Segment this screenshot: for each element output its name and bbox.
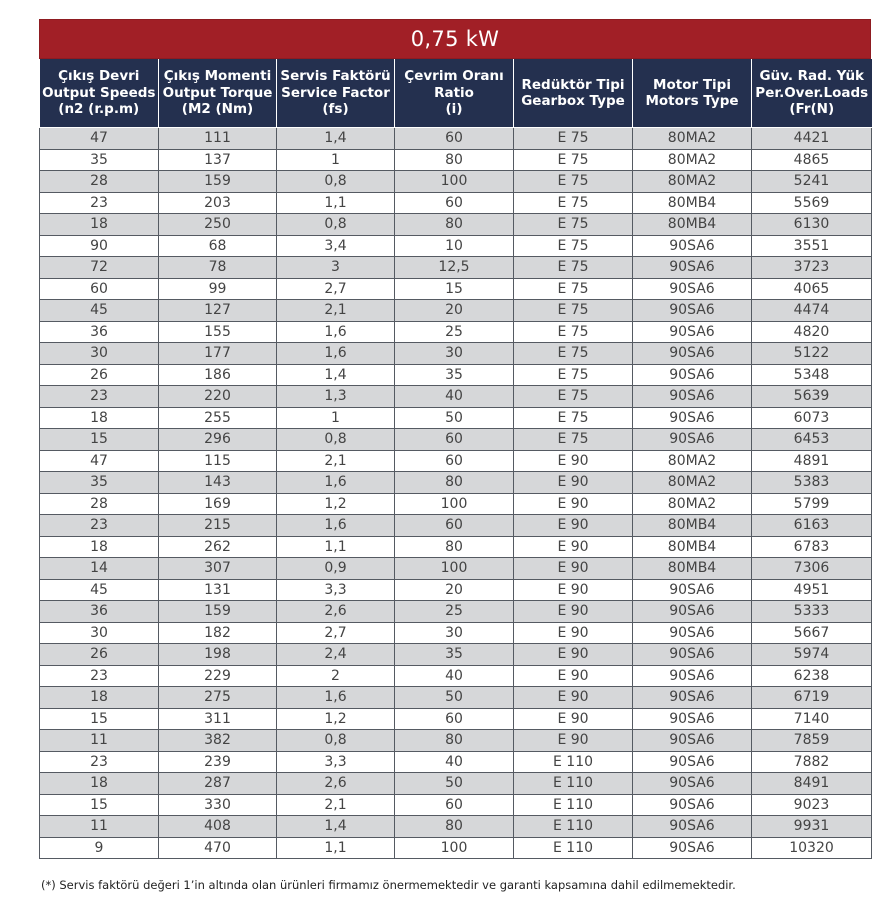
cell-output-speed: 18 bbox=[40, 687, 159, 709]
cell-output-torque: 115 bbox=[159, 450, 277, 472]
cell-overhung-load: 7882 bbox=[752, 751, 872, 773]
cell-service-factor: 2,1 bbox=[277, 450, 395, 472]
header-overhung-load: Güv. Rad. Yük Per.Over.Loads (Fr(N) bbox=[752, 59, 872, 128]
cell-motor-type: 90SA6 bbox=[633, 730, 752, 752]
cell-output-speed: 72 bbox=[40, 257, 159, 279]
cell-ratio: 80 bbox=[395, 214, 514, 236]
cell-overhung-load: 5799 bbox=[752, 493, 872, 515]
cell-output-torque: 382 bbox=[159, 730, 277, 752]
cell-motor-type: 90SA6 bbox=[633, 794, 752, 816]
table-row bbox=[40, 386, 872, 408]
table-row bbox=[40, 816, 872, 838]
cell-ratio: 20 bbox=[395, 300, 514, 322]
cell-ratio: 20 bbox=[395, 579, 514, 601]
table-row bbox=[40, 429, 872, 451]
cell-output-torque: 169 bbox=[159, 493, 277, 515]
cell-ratio: 60 bbox=[395, 128, 514, 150]
cell-gearbox-type: E 110 bbox=[514, 816, 633, 838]
cell-output-speed: 60 bbox=[40, 278, 159, 300]
cell-motor-type: 80MA2 bbox=[633, 472, 752, 494]
cell-output-torque: 143 bbox=[159, 472, 277, 494]
cell-gearbox-type: E 75 bbox=[514, 386, 633, 408]
cell-ratio: 60 bbox=[395, 429, 514, 451]
table-row bbox=[40, 472, 872, 494]
cell-ratio: 40 bbox=[395, 665, 514, 687]
cell-output-speed: 11 bbox=[40, 730, 159, 752]
cell-ratio: 30 bbox=[395, 343, 514, 365]
cell-service-factor: 2,1 bbox=[277, 300, 395, 322]
cell-motor-type: 90SA6 bbox=[633, 751, 752, 773]
cell-output-torque: 155 bbox=[159, 321, 277, 343]
cell-ratio: 60 bbox=[395, 515, 514, 537]
cell-output-torque: 250 bbox=[159, 214, 277, 236]
cell-service-factor: 3,3 bbox=[277, 751, 395, 773]
cell-output-torque: 159 bbox=[159, 171, 277, 193]
cell-output-torque: 262 bbox=[159, 536, 277, 558]
cell-overhung-load: 7140 bbox=[752, 708, 872, 730]
cell-overhung-load: 6453 bbox=[752, 429, 872, 451]
cell-output-speed: 36 bbox=[40, 601, 159, 623]
cell-output-speed: 30 bbox=[40, 622, 159, 644]
cell-motor-type: 90SA6 bbox=[633, 837, 752, 859]
cell-ratio: 60 bbox=[395, 794, 514, 816]
cell-motor-type: 80MB4 bbox=[633, 558, 752, 580]
cell-output-torque: 330 bbox=[159, 794, 277, 816]
cell-overhung-load: 5122 bbox=[752, 343, 872, 365]
cell-gearbox-type: E 75 bbox=[514, 214, 633, 236]
cell-overhung-load: 5667 bbox=[752, 622, 872, 644]
cell-output-speed: 45 bbox=[40, 579, 159, 601]
cell-output-torque: 131 bbox=[159, 579, 277, 601]
cell-motor-type: 90SA6 bbox=[633, 235, 752, 257]
table-row bbox=[40, 321, 872, 343]
cell-ratio: 80 bbox=[395, 149, 514, 171]
cell-motor-type: 80MA2 bbox=[633, 128, 752, 150]
cell-ratio: 80 bbox=[395, 730, 514, 752]
cell-output-torque: 111 bbox=[159, 128, 277, 150]
cell-gearbox-type: E 75 bbox=[514, 128, 633, 150]
cell-gearbox-type: E 90 bbox=[514, 450, 633, 472]
cell-gearbox-type: E 90 bbox=[514, 558, 633, 580]
cell-ratio: 35 bbox=[395, 364, 514, 386]
cell-gearbox-type: E 110 bbox=[514, 751, 633, 773]
cell-output-speed: 23 bbox=[40, 386, 159, 408]
cell-motor-type: 80MA2 bbox=[633, 493, 752, 515]
cell-output-speed: 47 bbox=[40, 450, 159, 472]
cell-service-factor: 0,8 bbox=[277, 730, 395, 752]
cell-output-speed: 14 bbox=[40, 558, 159, 580]
cell-gearbox-type: E 75 bbox=[514, 192, 633, 214]
cell-service-factor: 1,1 bbox=[277, 536, 395, 558]
cell-output-speed: 45 bbox=[40, 300, 159, 322]
cell-motor-type: 80MB4 bbox=[633, 214, 752, 236]
cell-overhung-load: 7306 bbox=[752, 558, 872, 580]
cell-service-factor: 1,6 bbox=[277, 515, 395, 537]
cell-output-torque: 229 bbox=[159, 665, 277, 687]
table-row bbox=[40, 257, 872, 279]
cell-motor-type: 80MB4 bbox=[633, 192, 752, 214]
cell-service-factor: 1,4 bbox=[277, 816, 395, 838]
cell-service-factor: 1,2 bbox=[277, 493, 395, 515]
cell-output-speed: 26 bbox=[40, 644, 159, 666]
cell-gearbox-type: E 90 bbox=[514, 601, 633, 623]
header-row bbox=[40, 59, 872, 128]
cell-service-factor: 1 bbox=[277, 149, 395, 171]
header-output-torque: Çıkış Momenti Output Torque (M2 (Nm) bbox=[159, 59, 277, 128]
cell-gearbox-type: E 75 bbox=[514, 278, 633, 300]
cell-ratio: 100 bbox=[395, 558, 514, 580]
table-row bbox=[40, 687, 872, 709]
cell-motor-type: 90SA6 bbox=[633, 579, 752, 601]
cell-ratio: 12,5 bbox=[395, 257, 514, 279]
cell-gearbox-type: E 90 bbox=[514, 687, 633, 709]
cell-ratio: 60 bbox=[395, 708, 514, 730]
cell-output-speed: 11 bbox=[40, 816, 159, 838]
table-row bbox=[40, 450, 872, 472]
cell-overhung-load: 5333 bbox=[752, 601, 872, 623]
cell-motor-type: 90SA6 bbox=[633, 773, 752, 795]
cell-gearbox-type: E 75 bbox=[514, 364, 633, 386]
cell-service-factor: 2,7 bbox=[277, 278, 395, 300]
table-row bbox=[40, 579, 872, 601]
cell-output-torque: 287 bbox=[159, 773, 277, 795]
cell-motor-type: 90SA6 bbox=[633, 364, 752, 386]
cell-overhung-load: 4421 bbox=[752, 128, 872, 150]
cell-output-torque: 203 bbox=[159, 192, 277, 214]
cell-output-torque: 311 bbox=[159, 708, 277, 730]
cell-gearbox-type: E 75 bbox=[514, 235, 633, 257]
cell-output-torque: 215 bbox=[159, 515, 277, 537]
cell-gearbox-type: E 110 bbox=[514, 773, 633, 795]
cell-service-factor: 2,6 bbox=[277, 601, 395, 623]
cell-gearbox-type: E 90 bbox=[514, 536, 633, 558]
cell-service-factor: 0,8 bbox=[277, 171, 395, 193]
cell-overhung-load: 6130 bbox=[752, 214, 872, 236]
cell-service-factor: 3,3 bbox=[277, 579, 395, 601]
cell-service-factor: 2,7 bbox=[277, 622, 395, 644]
cell-output-torque: 68 bbox=[159, 235, 277, 257]
cell-service-factor: 1,6 bbox=[277, 321, 395, 343]
cell-gearbox-type: E 90 bbox=[514, 472, 633, 494]
table-row bbox=[40, 601, 872, 623]
cell-gearbox-type: E 110 bbox=[514, 794, 633, 816]
table-row bbox=[40, 192, 872, 214]
cell-output-speed: 15 bbox=[40, 794, 159, 816]
cell-overhung-load: 9023 bbox=[752, 794, 872, 816]
cell-service-factor: 1,2 bbox=[277, 708, 395, 730]
cell-gearbox-type: E 110 bbox=[514, 837, 633, 859]
cell-output-speed: 26 bbox=[40, 364, 159, 386]
cell-motor-type: 90SA6 bbox=[633, 386, 752, 408]
cell-gearbox-type: E 75 bbox=[514, 407, 633, 429]
cell-output-speed: 15 bbox=[40, 429, 159, 451]
cell-output-speed: 18 bbox=[40, 536, 159, 558]
cell-output-torque: 307 bbox=[159, 558, 277, 580]
cell-overhung-load: 4951 bbox=[752, 579, 872, 601]
header-ratio: Çevrim Oranı Ratio (i) bbox=[395, 59, 514, 128]
cell-service-factor: 1 bbox=[277, 407, 395, 429]
cell-ratio: 25 bbox=[395, 321, 514, 343]
cell-gearbox-type: E 90 bbox=[514, 622, 633, 644]
table-row bbox=[40, 794, 872, 816]
cell-service-factor: 0,8 bbox=[277, 429, 395, 451]
cell-ratio: 100 bbox=[395, 171, 514, 193]
cell-ratio: 30 bbox=[395, 622, 514, 644]
cell-overhung-load: 5383 bbox=[752, 472, 872, 494]
cell-output-speed: 28 bbox=[40, 493, 159, 515]
cell-overhung-load: 4820 bbox=[752, 321, 872, 343]
cell-motor-type: 90SA6 bbox=[633, 644, 752, 666]
table-row bbox=[40, 235, 872, 257]
table-row bbox=[40, 644, 872, 666]
cell-output-torque: 177 bbox=[159, 343, 277, 365]
cell-overhung-load: 5639 bbox=[752, 386, 872, 408]
table-body bbox=[40, 128, 872, 859]
table-row bbox=[40, 837, 872, 859]
cell-overhung-load: 6783 bbox=[752, 536, 872, 558]
cell-output-speed: 90 bbox=[40, 235, 159, 257]
cell-service-factor: 1,3 bbox=[277, 386, 395, 408]
cell-overhung-load: 5569 bbox=[752, 192, 872, 214]
cell-service-factor: 1,6 bbox=[277, 687, 395, 709]
cell-ratio: 100 bbox=[395, 837, 514, 859]
cell-output-torque: 470 bbox=[159, 837, 277, 859]
cell-output-torque: 99 bbox=[159, 278, 277, 300]
cell-service-factor: 1,6 bbox=[277, 472, 395, 494]
cell-ratio: 50 bbox=[395, 687, 514, 709]
cell-ratio: 15 bbox=[395, 278, 514, 300]
cell-overhung-load: 6238 bbox=[752, 665, 872, 687]
cell-ratio: 100 bbox=[395, 493, 514, 515]
table-row bbox=[40, 149, 872, 171]
table-row bbox=[40, 214, 872, 236]
cell-output-speed: 47 bbox=[40, 128, 159, 150]
cell-output-torque: 275 bbox=[159, 687, 277, 709]
cell-overhung-load: 5241 bbox=[752, 171, 872, 193]
cell-service-factor: 0,8 bbox=[277, 214, 395, 236]
cell-service-factor: 2,6 bbox=[277, 773, 395, 795]
table-row bbox=[40, 493, 872, 515]
cell-output-torque: 198 bbox=[159, 644, 277, 666]
cell-ratio: 60 bbox=[395, 450, 514, 472]
cell-output-speed: 23 bbox=[40, 751, 159, 773]
cell-ratio: 40 bbox=[395, 751, 514, 773]
cell-gearbox-type: E 90 bbox=[514, 644, 633, 666]
cell-overhung-load: 4474 bbox=[752, 300, 872, 322]
cell-output-torque: 296 bbox=[159, 429, 277, 451]
table-row bbox=[40, 536, 872, 558]
cell-output-speed: 23 bbox=[40, 665, 159, 687]
footnote: (*) Servis faktörü değeri 1’in altında olan ürünleri firmamız önermemektedir ve garanti kapsamına dahil edilmemektedir. bbox=[41, 878, 736, 892]
cell-gearbox-type: E 75 bbox=[514, 171, 633, 193]
cell-gearbox-type: E 90 bbox=[514, 730, 633, 752]
table-row bbox=[40, 300, 872, 322]
cell-motor-type: 80MA2 bbox=[633, 450, 752, 472]
cell-gearbox-type: E 90 bbox=[514, 515, 633, 537]
cell-output-torque: 408 bbox=[159, 816, 277, 838]
table-row bbox=[40, 558, 872, 580]
cell-output-torque: 127 bbox=[159, 300, 277, 322]
cell-motor-type: 90SA6 bbox=[633, 429, 752, 451]
power-title: 0,75 kW bbox=[39, 19, 871, 59]
cell-output-torque: 137 bbox=[159, 149, 277, 171]
cell-overhung-load: 4865 bbox=[752, 149, 872, 171]
spec-table bbox=[39, 59, 872, 859]
spec-table-container bbox=[39, 19, 871, 859]
cell-ratio: 10 bbox=[395, 235, 514, 257]
table-row bbox=[40, 622, 872, 644]
table-row bbox=[40, 343, 872, 365]
cell-output-torque: 239 bbox=[159, 751, 277, 773]
cell-overhung-load: 5974 bbox=[752, 644, 872, 666]
cell-output-torque: 220 bbox=[159, 386, 277, 408]
cell-overhung-load: 10320 bbox=[752, 837, 872, 859]
cell-ratio: 25 bbox=[395, 601, 514, 623]
cell-motor-type: 80MB4 bbox=[633, 536, 752, 558]
cell-overhung-load: 4065 bbox=[752, 278, 872, 300]
cell-service-factor: 3 bbox=[277, 257, 395, 279]
cell-overhung-load: 8491 bbox=[752, 773, 872, 795]
cell-overhung-load: 4891 bbox=[752, 450, 872, 472]
cell-gearbox-type: E 90 bbox=[514, 708, 633, 730]
cell-ratio: 50 bbox=[395, 773, 514, 795]
cell-gearbox-type: E 90 bbox=[514, 579, 633, 601]
cell-output-torque: 255 bbox=[159, 407, 277, 429]
cell-output-torque: 186 bbox=[159, 364, 277, 386]
header-output-speed: Çıkış Devri Output Speeds (n2 (r.p.m) bbox=[40, 59, 159, 128]
table-row bbox=[40, 515, 872, 537]
cell-motor-type: 90SA6 bbox=[633, 300, 752, 322]
cell-service-factor: 1,1 bbox=[277, 192, 395, 214]
cell-gearbox-type: E 75 bbox=[514, 321, 633, 343]
cell-output-torque: 159 bbox=[159, 601, 277, 623]
cell-service-factor: 3,4 bbox=[277, 235, 395, 257]
cell-output-speed: 30 bbox=[40, 343, 159, 365]
cell-overhung-load: 6073 bbox=[752, 407, 872, 429]
table-row bbox=[40, 364, 872, 386]
cell-service-factor: 1,4 bbox=[277, 364, 395, 386]
cell-output-speed: 15 bbox=[40, 708, 159, 730]
cell-motor-type: 90SA6 bbox=[633, 687, 752, 709]
cell-gearbox-type: E 75 bbox=[514, 149, 633, 171]
cell-service-factor: 2,1 bbox=[277, 794, 395, 816]
table-row bbox=[40, 278, 872, 300]
cell-motor-type: 90SA6 bbox=[633, 622, 752, 644]
table-row bbox=[40, 171, 872, 193]
cell-gearbox-type: E 90 bbox=[514, 665, 633, 687]
table-row bbox=[40, 730, 872, 752]
header-motor-type: Motor Tipi Motors Type bbox=[633, 59, 752, 128]
cell-service-factor: 1,1 bbox=[277, 837, 395, 859]
cell-overhung-load: 6719 bbox=[752, 687, 872, 709]
cell-ratio: 40 bbox=[395, 386, 514, 408]
cell-gearbox-type: E 75 bbox=[514, 429, 633, 451]
cell-ratio: 60 bbox=[395, 192, 514, 214]
cell-output-speed: 18 bbox=[40, 773, 159, 795]
cell-output-speed: 35 bbox=[40, 472, 159, 494]
header-gearbox-type: Redüktör Tipi Gearbox Type bbox=[514, 59, 633, 128]
cell-overhung-load: 5348 bbox=[752, 364, 872, 386]
cell-motor-type: 80MA2 bbox=[633, 171, 752, 193]
cell-overhung-load: 3723 bbox=[752, 257, 872, 279]
cell-output-torque: 78 bbox=[159, 257, 277, 279]
cell-motor-type: 90SA6 bbox=[633, 257, 752, 279]
cell-overhung-load: 3551 bbox=[752, 235, 872, 257]
cell-output-speed: 23 bbox=[40, 192, 159, 214]
cell-service-factor: 2,4 bbox=[277, 644, 395, 666]
cell-gearbox-type: E 75 bbox=[514, 257, 633, 279]
table-row bbox=[40, 773, 872, 795]
cell-ratio: 80 bbox=[395, 472, 514, 494]
cell-output-speed: 18 bbox=[40, 214, 159, 236]
cell-gearbox-type: E 75 bbox=[514, 343, 633, 365]
cell-output-torque: 182 bbox=[159, 622, 277, 644]
cell-motor-type: 80MA2 bbox=[633, 149, 752, 171]
cell-gearbox-type: E 90 bbox=[514, 493, 633, 515]
cell-overhung-load: 9931 bbox=[752, 816, 872, 838]
cell-overhung-load: 7859 bbox=[752, 730, 872, 752]
cell-output-speed: 28 bbox=[40, 171, 159, 193]
cell-motor-type: 90SA6 bbox=[633, 321, 752, 343]
table-row bbox=[40, 128, 872, 150]
cell-overhung-load: 6163 bbox=[752, 515, 872, 537]
table-row bbox=[40, 665, 872, 687]
cell-motor-type: 90SA6 bbox=[633, 343, 752, 365]
cell-service-factor: 1,4 bbox=[277, 128, 395, 150]
header-service-factor: Servis Faktörü Service Factor (fs) bbox=[277, 59, 395, 128]
cell-service-factor: 0,9 bbox=[277, 558, 395, 580]
cell-motor-type: 90SA6 bbox=[633, 407, 752, 429]
cell-service-factor: 2 bbox=[277, 665, 395, 687]
cell-ratio: 50 bbox=[395, 407, 514, 429]
cell-gearbox-type: E 75 bbox=[514, 300, 633, 322]
cell-output-speed: 9 bbox=[40, 837, 159, 859]
cell-ratio: 80 bbox=[395, 536, 514, 558]
cell-ratio: 35 bbox=[395, 644, 514, 666]
cell-motor-type: 90SA6 bbox=[633, 816, 752, 838]
cell-motor-type: 90SA6 bbox=[633, 708, 752, 730]
cell-motor-type: 80MB4 bbox=[633, 515, 752, 537]
table-row bbox=[40, 708, 872, 730]
cell-output-speed: 23 bbox=[40, 515, 159, 537]
cell-output-speed: 36 bbox=[40, 321, 159, 343]
cell-ratio: 80 bbox=[395, 816, 514, 838]
cell-service-factor: 1,6 bbox=[277, 343, 395, 365]
cell-output-speed: 35 bbox=[40, 149, 159, 171]
cell-motor-type: 90SA6 bbox=[633, 601, 752, 623]
table-row bbox=[40, 407, 872, 429]
cell-output-speed: 18 bbox=[40, 407, 159, 429]
cell-motor-type: 90SA6 bbox=[633, 278, 752, 300]
table-row bbox=[40, 751, 872, 773]
cell-motor-type: 90SA6 bbox=[633, 665, 752, 687]
